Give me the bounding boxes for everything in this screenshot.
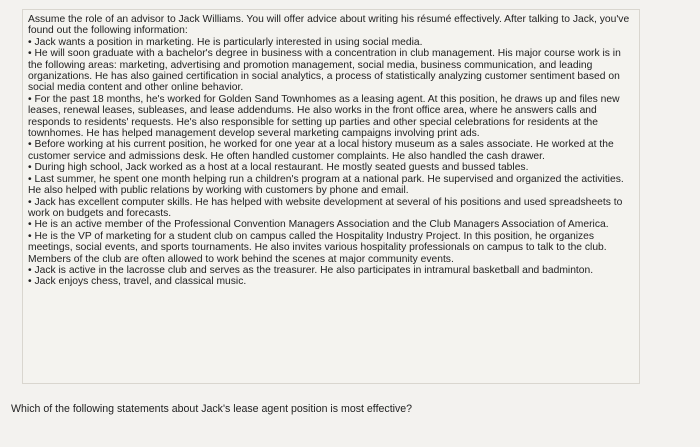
list-item-text: Before working at his current position, he worked for one year at a local history museum as a sales associate. He worked at the customer service and admissions desk. He often handled customer complaints. He also handled the cash drawer. [28, 139, 614, 162]
list-item-text: He will soon graduate with a bachelor's degree in business with a concentration in club management. His major course work is in the following areas: marketing, advertising and promotion management, social media, business communication, and leading organizations. He has also gained certification in social analytics, a process of statistically analyzing customer sentiment based on social media content and other online behavior. [28, 48, 621, 94]
list-item [28, 265, 633, 276]
bullet-marker: • [28, 36, 32, 48]
list-item-text: For the past 18 months, he's worked for Golden Sand Townhomes as a leasing agent. At this position, he draws up and files new leases, renewal leases, subleases, and lease addendums. He also works in the front office area, where he answers calls and responds to residents' requests. He's also responsible for setting up parties and other special celebrations for residents at the townhomes. He has helped management develop several marketing campaigns involving print ads. [28, 93, 620, 140]
bullet-marker: • [28, 276, 32, 288]
list-item-text: He is an active member of the Professional Convention Managers Association and the Club Managers Association of America. [34, 219, 609, 231]
list-item-text: Last summer, he spent one month helping run a children's program at a national park. He supervised and organized the activities. He also helped with public relations by working with customers by phone and email. [28, 173, 624, 197]
list-item [28, 231, 633, 265]
scenario-panel [22, 9, 640, 384]
list-item-text: Jack wants a position in marketing. He is particularly interested in using social media. [34, 36, 423, 48]
list-item [28, 276, 633, 287]
bullet-marker: • [28, 93, 32, 105]
bullet-marker: • [28, 264, 32, 276]
list-item-text: He is the VP of marketing for a student club on campus called the Hospitality Industry Project. In this position, he organizes meetings, social events, and sports tournaments. He also invites various hospitality professionals on campus to talk to the club. Members of the club are often allowed to work behind the scenes at major community events. [28, 230, 607, 265]
question-text: Which of the following statements about Jack's lease agent position is most effective? [11, 403, 413, 415]
bullet-marker: • [28, 173, 32, 185]
list-item [28, 174, 633, 197]
list-item [28, 94, 633, 140]
bullet-marker: • [28, 219, 32, 231]
list-item-text: Jack is active in the lacrosse club and serves as the treasurer. He also participates in intramural basketball and badminton. [34, 264, 594, 276]
list-item [28, 162, 633, 173]
bullet-marker: • [28, 162, 32, 174]
list-item [28, 139, 633, 162]
bullet-marker: • [28, 48, 32, 60]
list-item [28, 37, 633, 48]
bullet-marker: • [28, 230, 32, 242]
list-item [28, 48, 633, 94]
bullet-marker: • [28, 196, 32, 208]
intro-text: Assume the role of an advisor to Jack Williams. You will offer advice about writing his résumé effectively. After talking to Jack, you've found out the following information: [28, 14, 630, 37]
list-item [28, 219, 633, 230]
bullet-marker: • [28, 139, 32, 151]
list-item [28, 197, 633, 220]
list-item-text: During high school, Jack worked as a host at a local restaurant. He mostly seated guests and bussed tables. [34, 162, 529, 174]
list-item-text: Jack enjoys chess, travel, and classical music. [34, 276, 247, 288]
list-item-text: Jack has excellent computer skills. He has helped with website development at several of his positions and used spreadsheets to work on budgets and forecasts. [28, 196, 623, 219]
